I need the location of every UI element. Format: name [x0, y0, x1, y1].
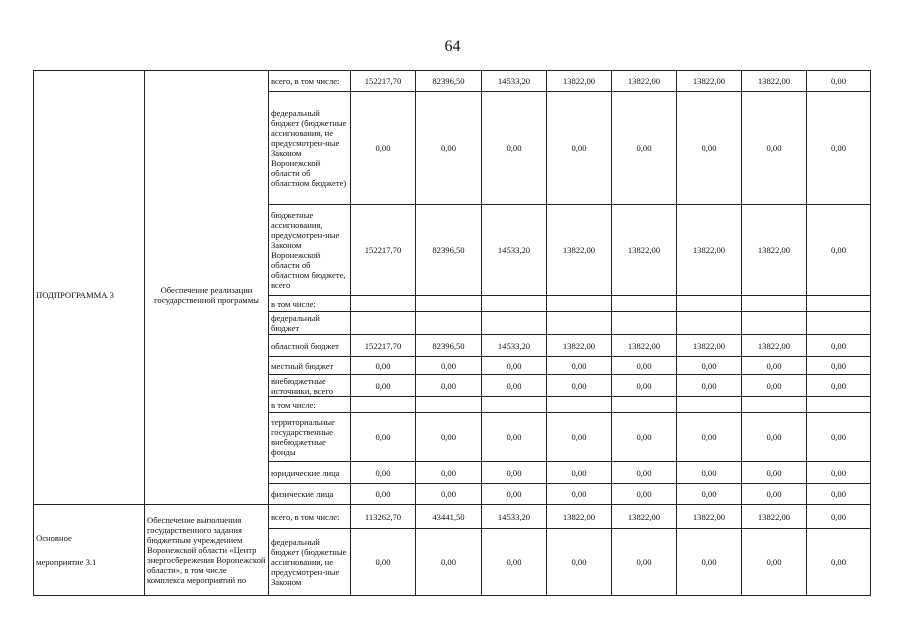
activity-label-line: Основное: [36, 533, 72, 543]
value-cell: 0,00: [547, 484, 612, 505]
budget-table: [33, 70, 871, 596]
value-cell: 0,00: [547, 357, 612, 375]
value-cell: [482, 397, 547, 413]
value-cell: [351, 397, 416, 413]
value-cell: 13822,00: [547, 505, 612, 529]
value-cell: 0,00: [416, 484, 482, 505]
value-cell: 0,00: [742, 462, 807, 484]
value-cell: 0,00: [677, 92, 742, 205]
value-cell: 13822,00: [547, 71, 612, 92]
value-cell: 0,00: [351, 413, 416, 462]
value-cell: [807, 296, 871, 312]
value-cell: 13822,00: [612, 505, 677, 529]
value-cell: 0,00: [482, 529, 547, 596]
funding-source-cell: федеральный бюджет (бюджетные ассигнования, не предусмотрен-ные Законом Воронежской области об областном бюджете): [269, 92, 351, 205]
value-cell: 0,00: [807, 92, 871, 205]
value-cell: [807, 397, 871, 413]
funding-source-cell: местный бюджет: [269, 357, 351, 375]
value-cell: 0,00: [807, 335, 871, 357]
funding-source-cell: федеральный бюджет (бюджетные ассигнования, не предусмотрен-ные Законом: [269, 529, 351, 596]
value-cell: 0,00: [482, 484, 547, 505]
value-cell: [742, 397, 807, 413]
value-cell: 0,00: [612, 92, 677, 205]
value-cell: 82396,50: [416, 71, 482, 92]
value-cell: 13822,00: [742, 205, 807, 296]
activity-label-line: мероприятие 3.1: [36, 557, 97, 567]
value-cell: 0,00: [482, 413, 547, 462]
value-cell: 0,00: [807, 375, 871, 397]
value-cell: 0,00: [416, 357, 482, 375]
value-cell: 0,00: [742, 375, 807, 397]
value-cell: 0,00: [677, 529, 742, 596]
value-cell: [612, 296, 677, 312]
value-cell: 0,00: [742, 357, 807, 375]
value-cell: 14533,20: [482, 71, 547, 92]
value-cell: [807, 312, 871, 335]
value-cell: 0,00: [482, 462, 547, 484]
value-cell: 0,00: [677, 357, 742, 375]
value-cell: 13822,00: [742, 505, 807, 529]
activity-description-cell: Обеспечение выполнения государственного задания бюджетным учреждением Воронежской области «Центр энергосбережения Воронежской области», в том числе комплекса мероприятий по: [145, 505, 269, 596]
funding-source-cell: внебюджетные источники, всего: [269, 375, 351, 397]
value-cell: 0,00: [612, 357, 677, 375]
value-cell: 0,00: [351, 462, 416, 484]
funding-source-cell: в том числе:: [269, 397, 351, 413]
activity-label-cell: [34, 505, 145, 596]
value-cell: 0,00: [677, 375, 742, 397]
page-number: 64: [444, 38, 461, 55]
value-cell: 13822,00: [547, 205, 612, 296]
value-cell: [677, 296, 742, 312]
funding-source-cell: федеральный бюджет: [269, 312, 351, 335]
funding-source-cell: юридические лица: [269, 462, 351, 484]
value-cell: [742, 312, 807, 335]
value-cell: 152217,70: [351, 71, 416, 92]
value-cell: 0,00: [482, 357, 547, 375]
value-cell: [612, 312, 677, 335]
value-cell: 14533,20: [482, 205, 547, 296]
value-cell: 13822,00: [742, 71, 807, 92]
value-cell: 0,00: [677, 462, 742, 484]
value-cell: [742, 296, 807, 312]
value-cell: 0,00: [807, 505, 871, 529]
value-cell: [351, 312, 416, 335]
value-cell: 82396,50: [416, 335, 482, 357]
value-cell: 0,00: [482, 375, 547, 397]
subprogram-label-cell: ПОДПРОГРАММА 3: [34, 71, 145, 505]
value-cell: 0,00: [351, 92, 416, 205]
value-cell: [351, 296, 416, 312]
value-cell: 0,00: [612, 462, 677, 484]
value-cell: 0,00: [482, 92, 547, 205]
value-cell: 0,00: [612, 484, 677, 505]
value-cell: 0,00: [351, 375, 416, 397]
value-cell: 0,00: [416, 529, 482, 596]
value-cell: 0,00: [612, 529, 677, 596]
value-cell: 0,00: [416, 462, 482, 484]
value-cell: [547, 296, 612, 312]
value-cell: 0,00: [547, 413, 612, 462]
table-row: [34, 71, 871, 92]
value-cell: [416, 312, 482, 335]
value-cell: 0,00: [807, 205, 871, 296]
value-cell: 0,00: [547, 529, 612, 596]
value-cell: 152217,70: [351, 335, 416, 357]
value-cell: 0,00: [742, 92, 807, 205]
value-cell: 13822,00: [677, 205, 742, 296]
funding-source-cell: областной бюджет: [269, 335, 351, 357]
value-cell: 0,00: [677, 484, 742, 505]
value-cell: 0,00: [612, 375, 677, 397]
value-cell: 0,00: [742, 484, 807, 505]
value-cell: [482, 296, 547, 312]
value-cell: 13822,00: [677, 335, 742, 357]
value-cell: 0,00: [742, 529, 807, 596]
value-cell: 0,00: [742, 413, 807, 462]
value-cell: 0,00: [807, 357, 871, 375]
value-cell: 0,00: [416, 413, 482, 462]
value-cell: [677, 397, 742, 413]
value-cell: [677, 312, 742, 335]
value-cell: 13822,00: [547, 335, 612, 357]
value-cell: 152217,70: [351, 205, 416, 296]
funding-source-cell: территориальные государственные внебюджетные фонды: [269, 413, 351, 462]
funding-source-cell: в том числе:: [269, 296, 351, 312]
value-cell: 0,00: [351, 357, 416, 375]
value-cell: [416, 296, 482, 312]
value-cell: 0,00: [807, 462, 871, 484]
funding-source-cell: всего, в том числе:: [269, 505, 351, 529]
funding-source-cell: бюджетные ассигнования, предусмотрен-ные Законом Воронежской области об областном бюджете, всего: [269, 205, 351, 296]
value-cell: 13822,00: [612, 205, 677, 296]
value-cell: 13822,00: [612, 335, 677, 357]
value-cell: 82396,50: [416, 205, 482, 296]
value-cell: 0,00: [612, 413, 677, 462]
value-cell: 14533,20: [482, 505, 547, 529]
value-cell: 0,00: [807, 529, 871, 596]
value-cell: 0,00: [807, 413, 871, 462]
value-cell: 14533,20: [482, 335, 547, 357]
value-cell: 13822,00: [612, 71, 677, 92]
value-cell: 0,00: [677, 413, 742, 462]
value-cell: 0,00: [416, 92, 482, 205]
value-cell: 0,00: [416, 375, 482, 397]
subprogram-description-cell: Обеспечение реализации государственной программы: [145, 71, 269, 505]
value-cell: 13822,00: [742, 335, 807, 357]
value-cell: [482, 312, 547, 335]
table-row: [34, 505, 871, 529]
value-cell: [547, 397, 612, 413]
value-cell: 113262,70: [351, 505, 416, 529]
value-cell: 0,00: [547, 375, 612, 397]
value-cell: 0,00: [807, 484, 871, 505]
funding-source-cell: физические лица: [269, 484, 351, 505]
value-cell: 13822,00: [677, 505, 742, 529]
budget-table-body: [34, 71, 871, 596]
value-cell: [547, 312, 612, 335]
value-cell: 0,00: [547, 462, 612, 484]
value-cell: [612, 397, 677, 413]
value-cell: 0,00: [351, 484, 416, 505]
value-cell: 43441,50: [416, 505, 482, 529]
value-cell: 0,00: [807, 71, 871, 92]
value-cell: 0,00: [547, 92, 612, 205]
value-cell: [416, 397, 482, 413]
funding-source-cell: всего, в том числе:: [269, 71, 351, 92]
value-cell: 13822,00: [677, 71, 742, 92]
value-cell: 0,00: [351, 529, 416, 596]
